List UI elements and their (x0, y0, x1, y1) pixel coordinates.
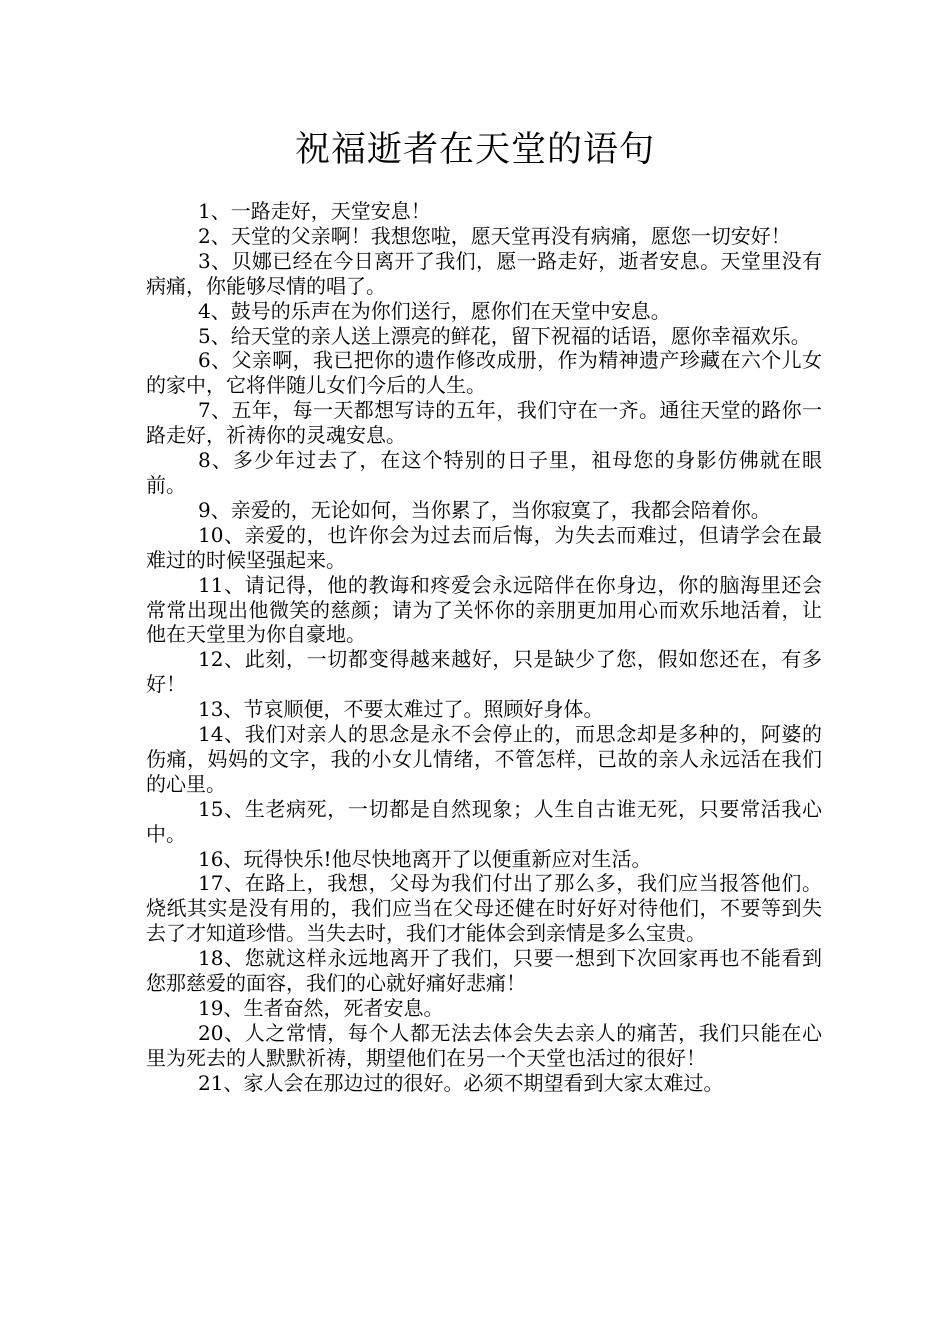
paragraph: 13、节哀顺便，不要太难过了。照顾好身体。 (198, 697, 604, 722)
paragraph: 2、天堂的父亲啊！我想您啦，愿天堂再没有病痛，愿您一切安好！ (198, 223, 791, 248)
document-title: 祝福逝者在天堂的语句 (294, 130, 655, 170)
paragraph: 5、给天堂的亲人送上漂亮的鲜花，留下祝福的话语，愿你幸福欢乐。 (198, 323, 811, 348)
paragraph: 16、玩得快乐!他尽快地离开了以便重新应对生活。 (198, 846, 652, 871)
paragraph: 21、家人会在那边过的很好。必须不期望看到大家太难过。 (198, 1070, 724, 1095)
paragraph: 7、五年，每一天都想写诗的五年，我们守在一齐。通往天堂的路你一路走好，祈祷你的灵魂安息。 (146, 398, 822, 448)
paragraph: 15、生老病死，一切都是自然现象；人生自古谁无死，只要常活我心中。 (146, 796, 822, 846)
paragraph: 8、多少年过去了，在这个特别的日子里，祖母您的身影仿佛就在眼前。 (146, 448, 822, 497)
paragraph: 14、我们对亲人的思念是永不会停止的，而思念却是多种的，阿婆的伤痛，妈妈的文字，我的小女儿情绪，不管怎样，已故的亲人永远活在我们的心里。 (146, 722, 822, 796)
paragraph: 11、请记得，他的教诲和疼爱会永远陪伴在你身边，你的脑海里还会常常出现出他微笑的慈颜；请为了关怀你的亲朋更加用心而欢乐地活着，让他在天堂里为你自豪地。 (146, 572, 822, 647)
paragraph: 3、贝娜已经在今日离开了我们，愿一路走好，逝者安息。天堂里没有病痛，你能够尽情的唱了。 (146, 248, 822, 298)
paragraph: 19、生者奋然，死者安息。 (198, 996, 444, 1020)
paragraph: 6、父亲啊，我已把你的遗作修改成册，作为精神遗产珍藏在六个儿女的家中，它将伴随儿女们今后的人生。 (146, 348, 822, 398)
paragraph: 1、一路走好，天堂安息！ (198, 199, 431, 223)
paragraph: 4、鼓号的乐声在为你们送行，愿你们在天堂中安息。 (198, 298, 671, 323)
paragraph: 10、亲爱的，也许你会为过去而后悔，为失去而难过，但请学会在最难过的时候坚强起来。 (146, 522, 822, 572)
paragraph: 18、您就这样永远地离开了我们，只要一想到下次回家再也不能看到您那慈爱的面容，我们的心就好痛好悲痛！ (146, 946, 822, 996)
paragraph: 20、人之常情，每个人都无法去体会失去亲人的痛苦，我们只能在心里为死去的人默默祈祷，期望他们在另一个天堂也活过的很好！ (146, 1020, 822, 1070)
paragraph: 17、在路上，我想，父母为我们付出了那么多，我们应当报答他们。烧纸其实是没有用的，我们应当在父母还健在时好好对待他们，不要等到失去了才知道珍惜。当失去时，我们才能体会到亲情是多么宝贵。 (146, 871, 822, 946)
paragraph: 12、此刻，一切都变得越来越好，只是缺少了您，假如您还在，有多好！ (146, 647, 822, 697)
document-body (146, 199, 822, 1096)
paragraph: 9、亲爱的，无论如何，当你累了，当你寂寞了，我都会陪着你。 (198, 497, 771, 522)
